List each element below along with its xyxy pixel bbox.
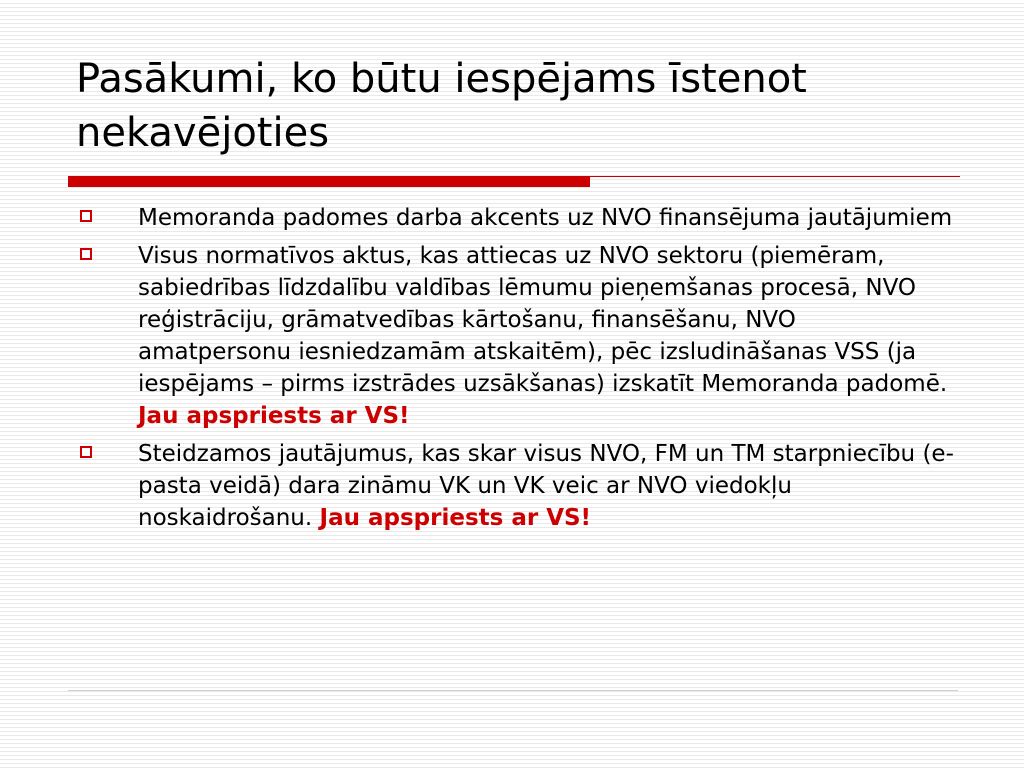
title-underline-thick [68, 176, 590, 187]
slide-title: Pasākumi, ko būtu iespējams īstenot nekavējoties [76, 56, 807, 156]
square-bullet-icon [80, 210, 92, 222]
bullet-item-3 [76, 438, 956, 534]
bullet-text-3: Steidzamos jautājumus, kas skar visus NVO, FM un TM starpniecību (e-pasta veidā) dara zināmu VK un VK veic ar NVO viedokļu noskaidrošanu. [138, 441, 954, 531]
bullet-emphasis-2: Jau apspriests ar VS! [138, 403, 410, 429]
bullet-text-2: Visus normatīvos aktus, kas attiecas uz NVO sektoru (piemēram, sabiedrības līdzdalību valdības lēmumu pieņemšanas procesā, NVO reģistrāciju, grāmatvedības kārtošanu, finansēšanu, NVO amatpersonu iesniedzamām atskaitēm), pēc izsludināšanas VSS (ja iespējams – pirms izstrādes uzsākšanas) izskatīt Memoranda padomē. [138, 243, 948, 397]
bullet-item-1 [76, 202, 956, 234]
bullet-text-1: Memoranda padomes darba akcents uz NVO finansējuma jautājumiem [138, 205, 953, 231]
bullet-emphasis-3: Jau apspriests ar VS! [319, 505, 592, 531]
bullet-item-2 [76, 240, 956, 432]
bullet-list [76, 202, 956, 540]
square-bullet-icon [80, 446, 92, 458]
square-bullet-icon [80, 248, 92, 260]
footer-divider [68, 690, 958, 691]
title-underline-thin [590, 176, 960, 177]
